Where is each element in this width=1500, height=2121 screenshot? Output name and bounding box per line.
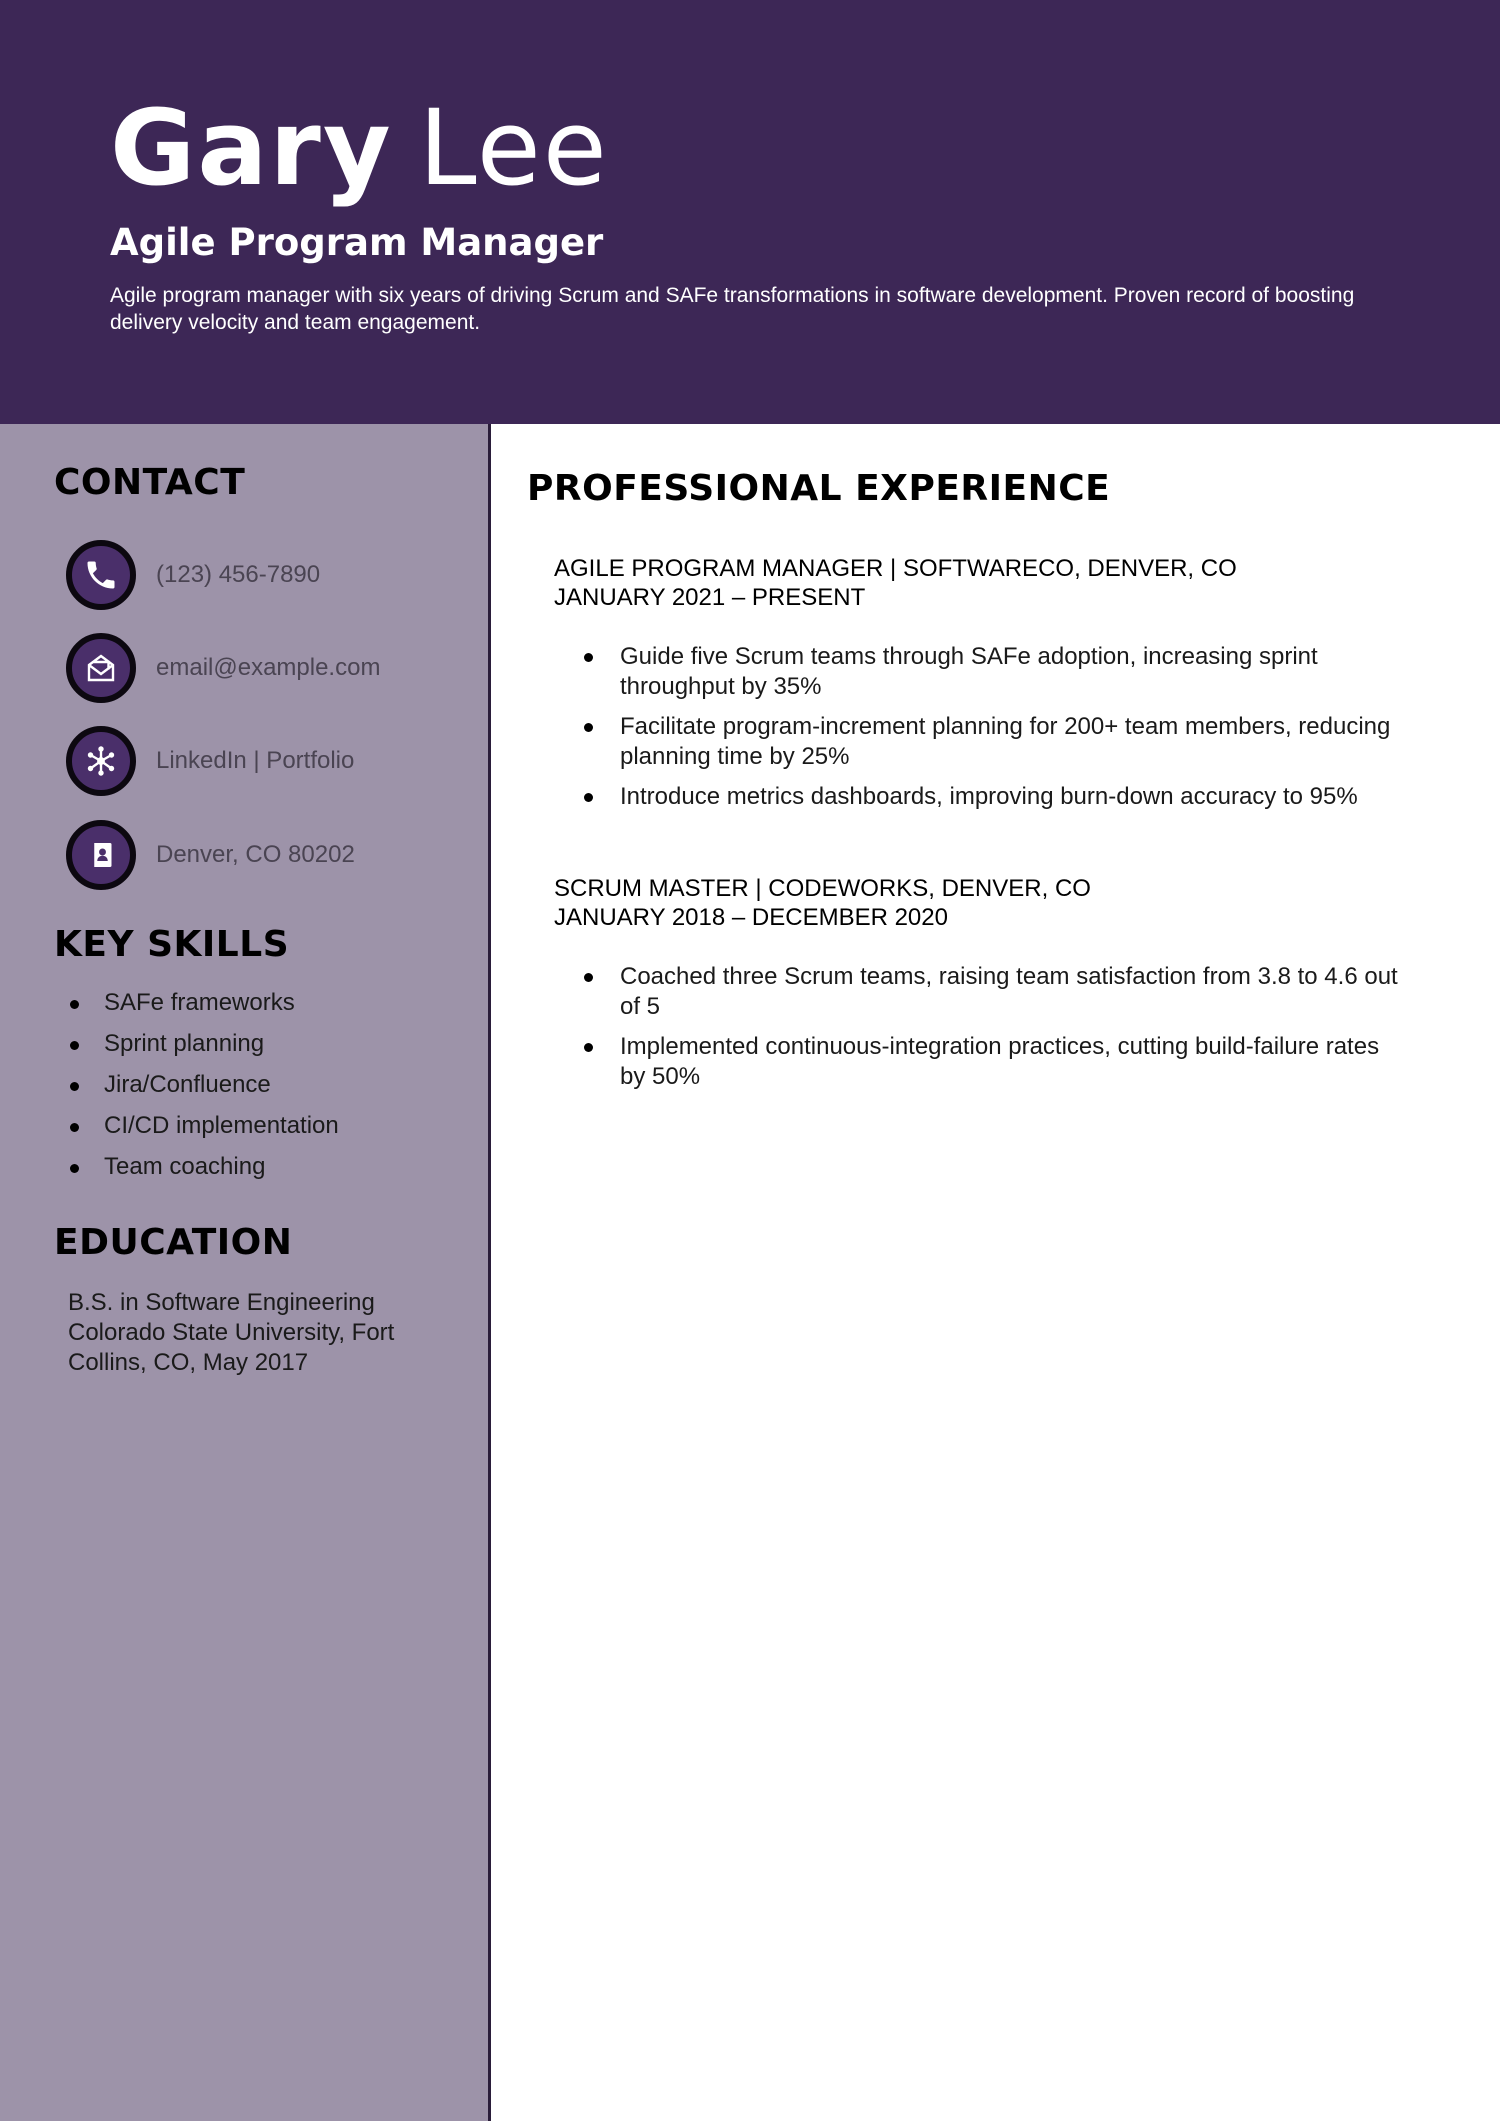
network-icon: [66, 726, 136, 796]
skill-item: SAFe frameworks: [54, 986, 339, 1027]
job-dates: JANUARY 2018 – DECEMBER 2020: [554, 904, 948, 931]
linkedin-portfolio[interactable]: LinkedIn | Portfolio: [156, 747, 355, 774]
job-bullet: Implemented continuous-integration practices, cutting build-failure rates by 50%: [554, 1032, 1404, 1092]
email-icon: [66, 633, 136, 703]
contact-links: [66, 726, 476, 796]
email-address[interactable]: email@example.com: [156, 654, 381, 681]
phone-number[interactable]: (123) 456-7890: [156, 561, 321, 588]
education-details: [68, 1288, 428, 1378]
school: Colorado State University, Fort: [68, 1319, 395, 1346]
sidebar: [0, 424, 491, 2121]
skill-item: Jira/Confluence: [54, 1068, 339, 1109]
contact-address: [66, 820, 476, 890]
job-bullets: [554, 962, 1404, 1092]
skills-list: [54, 986, 339, 1191]
education-heading: EDUCATION: [54, 1222, 293, 1263]
location: Denver, CO 80202: [156, 841, 355, 868]
job-entry: [554, 874, 1404, 1102]
job-title-company: SCRUM MASTER | CODEWORKS, DENVER, CO: [554, 875, 1091, 902]
job-bullet: Guide five Scrum teams through SAFe adoption, increasing sprint throughput by 35%: [554, 642, 1404, 702]
address-icon: [66, 820, 136, 890]
job-bullet: Introduce metrics dashboards, improving burn-down accuracy to 95%: [554, 782, 1404, 812]
resume-header: [0, 0, 1500, 424]
job-title-company: AGILE PROGRAM MANAGER | SOFTWARECO, DENVER, CO: [554, 555, 1237, 582]
contact-phone: [66, 540, 476, 610]
job-bullet: Facilitate program-increment planning for 200+ team members, reducing planning time by 25%: [554, 712, 1404, 772]
skills-heading: KEY SKILLS: [54, 924, 290, 965]
last-name: Lee: [418, 87, 609, 209]
contact-email: [66, 633, 476, 703]
job-bullets: [554, 642, 1404, 812]
job-dates: JANUARY 2021 – PRESENT: [554, 584, 866, 611]
job-title: Agile Program Manager: [110, 221, 604, 264]
phone-icon: [66, 540, 136, 610]
skill-item: CI/CD implementation: [54, 1109, 339, 1150]
degree: B.S. in Software Engineering: [68, 1289, 375, 1316]
job-bullet: Coached three Scrum teams, raising team satisfaction from 3.8 to 4.6 out of 5: [554, 962, 1404, 1022]
experience-heading: PROFESSIONAL EXPERIENCE: [527, 468, 1111, 509]
skill-item: Sprint planning: [54, 1027, 339, 1068]
contact-heading: CONTACT: [54, 462, 246, 503]
summary: Agile program manager with six years of driving Scrum and SAFe transformations in software development. Proven record of boosting delivery velocity and team engagement.: [110, 284, 1355, 334]
candidate-name: [110, 88, 609, 208]
first-name: Gary: [110, 87, 393, 209]
job-entry: [554, 554, 1404, 822]
school-location-date: Collins, CO, May 2017: [68, 1349, 309, 1376]
skill-item: Team coaching: [54, 1150, 339, 1191]
